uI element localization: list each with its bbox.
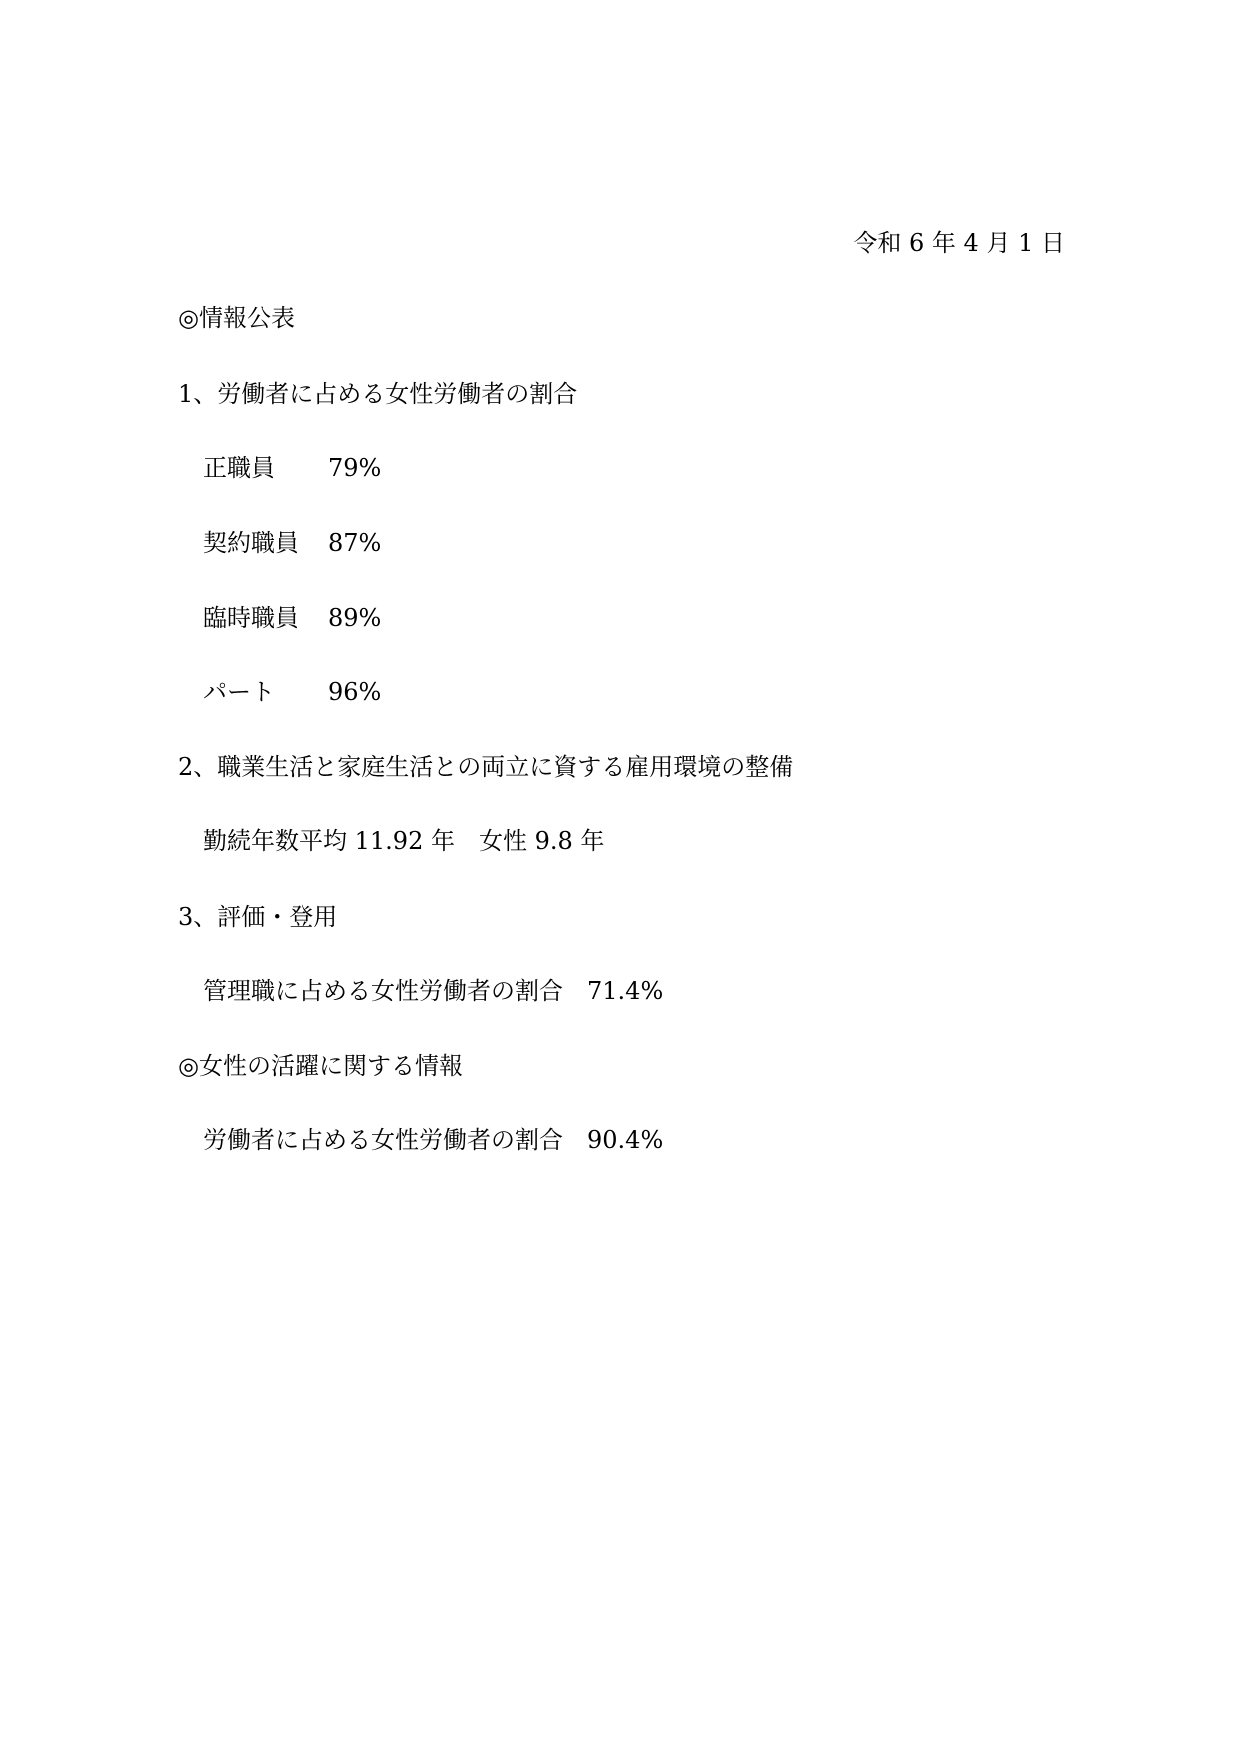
worker-female-ratio-label: 労働者に占める女性労働者の割合 — [203, 1126, 563, 1154]
document-date: 令和 6 年 4 月 1 日 — [853, 229, 1065, 257]
employee-type-label: パート — [203, 678, 275, 706]
employee-ratio-row-part-time — [203, 677, 381, 707]
employee-ratio-row-temporary — [203, 603, 381, 633]
section-heading-information-disclosure: ◎情報公表 — [178, 304, 295, 332]
section-heading-female-ratio: 1、労働者に占める女性労働者の割合 — [178, 380, 578, 408]
section-heading-work-life-balance: 2、職業生活と家庭生活との両立に資する雇用環境の整備 — [178, 753, 794, 781]
average-tenure-text: 勤続年数平均 11.92 年 — [203, 827, 455, 855]
worker-female-ratio-value: 90.4% — [587, 1126, 664, 1154]
worker-female-ratio-row — [203, 1125, 663, 1155]
employee-ratio-row-contract — [203, 528, 381, 558]
employee-ratio-row-regular — [203, 453, 381, 483]
employee-type-label: 契約職員 — [203, 529, 299, 557]
tenure-summary — [203, 826, 604, 856]
female-tenure-text: 女性 9.8 年 — [478, 827, 605, 855]
employee-ratio-value: 89% — [328, 604, 382, 632]
section-heading-evaluation-promotion: 3、評価・登用 — [178, 903, 338, 931]
employee-type-label: 正職員 — [203, 454, 275, 482]
section-heading-women-activity: ◎女性の活躍に関する情報 — [178, 1052, 463, 1080]
employee-ratio-value: 96% — [328, 678, 382, 706]
employee-type-label: 臨時職員 — [203, 604, 299, 632]
manager-female-ratio-label: 管理職に占める女性労働者の割合 — [203, 977, 563, 1005]
manager-female-ratio-row — [203, 976, 663, 1006]
employee-ratio-value: 87% — [328, 529, 382, 557]
manager-female-ratio-value: 71.4% — [587, 977, 664, 1005]
employee-ratio-value: 79% — [328, 454, 382, 482]
